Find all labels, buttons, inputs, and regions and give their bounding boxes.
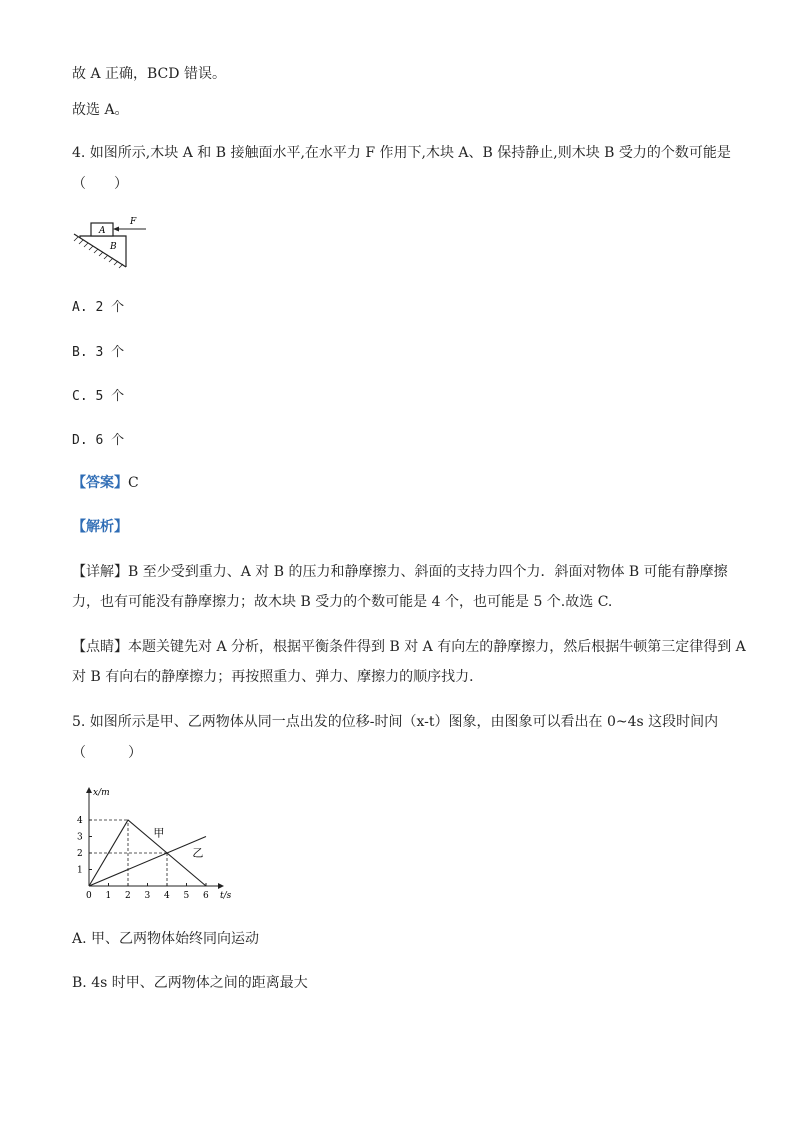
- comment-tag: 【点睛】: [72, 639, 128, 655]
- x-tick-label: 3: [144, 891, 151, 901]
- y-tick-label: 1: [77, 865, 83, 876]
- q4-detail-line-2: 力，也有可能没有静摩擦力；故木块 B 受力的个数可能是 4 个，也可能是 5 个.故选 C.: [72, 594, 613, 610]
- q5-stem: 5. 如图所示是甲、乙两物体从同一点出发的位移-时间（x-t）图象，由图象可以看出在 0~4s 这段时间内: [72, 714, 719, 730]
- label-f: F: [130, 217, 137, 227]
- q4-option-c: C. 5 个: [72, 389, 125, 404]
- series-jia-label: 甲: [153, 826, 165, 840]
- q4-option-a: A. 2 个: [72, 300, 125, 315]
- q4-analysis-line: [72, 517, 128, 537]
- prev-choice-line: 故选 A。: [72, 102, 129, 118]
- comment-text-1: 本题关键先对 A 分析，根据平衡条件得到 B 对 A 有向左的静摩擦力，然后根据牛顿第三定律得到 A: [128, 639, 746, 655]
- q5-option-a: A. 甲、乙两物体始终同向运动: [72, 931, 260, 947]
- x-axis-arrow: [218, 883, 224, 889]
- q5-xt-chart: [70, 785, 250, 905]
- x-tick-label: 1: [105, 891, 112, 901]
- q4-option-d: D. 6 个: [72, 433, 125, 448]
- answer-value: C: [128, 475, 139, 491]
- label-b: B: [110, 242, 117, 252]
- q4-option-b: B. 3 个: [72, 345, 125, 360]
- x-axis-label: t/s: [220, 891, 232, 901]
- answer-tag: 【答案】: [72, 475, 128, 491]
- q4-paren: （ ）: [72, 176, 128, 192]
- q4-figure: [70, 212, 152, 272]
- y-axis-arrow: [86, 787, 92, 793]
- q4-comment-line-2: 对 B 有向右的静摩擦力；再按照重力、弹力、摩擦力的顺序找力．: [72, 669, 484, 685]
- force-arrowhead: [113, 227, 119, 232]
- q4-answer-line: [72, 473, 139, 493]
- q4-detail-line-1: [72, 562, 728, 582]
- x-tick-label: 5: [183, 891, 190, 901]
- x-tick-label: 6: [203, 891, 209, 901]
- incline-line: [74, 234, 126, 267]
- detail-text-1: B 至少受到重力、A 对 B 的压力和静摩擦力、斜面的支持力四个力．斜面对物体 B 可能有静摩擦: [128, 564, 728, 580]
- x-tick-label: 4: [164, 891, 170, 901]
- series-yi-label: 乙: [192, 846, 204, 860]
- series-yi-line: [89, 837, 206, 887]
- label-a: A: [99, 226, 106, 236]
- prev-answer-line: 故 A 正确，BCD 错误。: [72, 66, 226, 82]
- q5-option-b: B. 4s 时甲、乙两物体之间的距离最大: [72, 975, 308, 991]
- analysis-tag: 【解析】: [72, 519, 128, 535]
- y-axis-label: x/m: [93, 788, 110, 798]
- q4-comment-line-1: [72, 637, 746, 657]
- y-tick-label: 2: [77, 849, 83, 859]
- x-tick-label: 0: [86, 891, 92, 901]
- x-tick-label: 2: [125, 891, 131, 901]
- y-tick-label: 3: [77, 832, 83, 843]
- detail-tag: 【详解】: [72, 564, 128, 580]
- y-tick-label: 4: [77, 816, 83, 826]
- q5-paren: （ ）: [72, 745, 142, 761]
- q4-stem: 4. 如图所示,木块 A 和 B 接触面水平,在水平力 F 作用下,木块 A、B 保持静止,则木块 B 受力的个数可能是: [72, 145, 731, 161]
